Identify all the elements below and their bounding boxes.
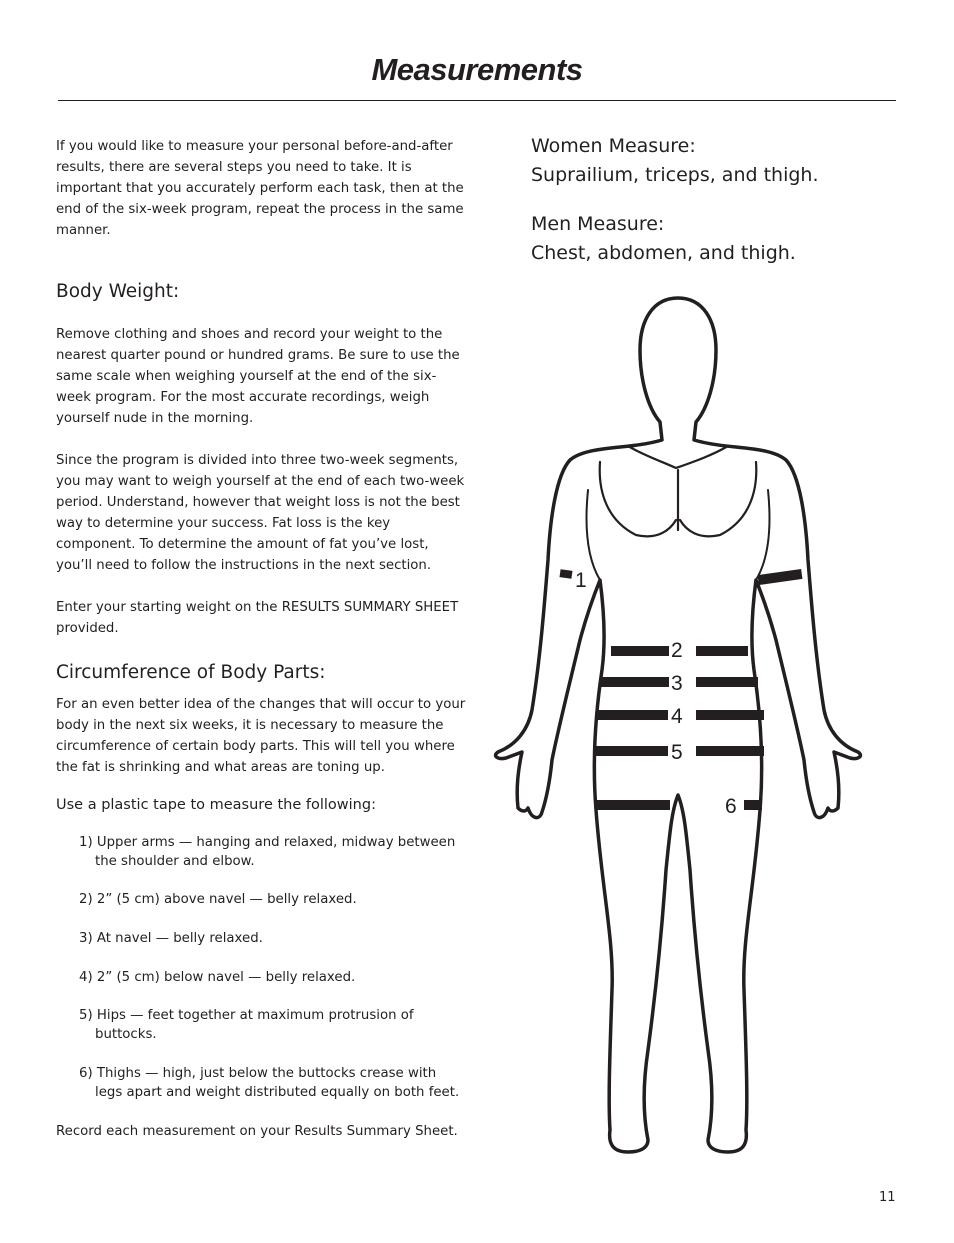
band-thigh-right	[744, 800, 762, 810]
band-below-navel	[596, 710, 668, 720]
list-item: 1) Upper arms — hanging and relaxed, midway between the shoulder and elbow.	[79, 835, 456, 869]
label-4: 4	[671, 705, 683, 728]
right-column	[531, 132, 911, 267]
circumference-paragraph: For an even better idea of the changes that will occur to your body in the next six weeks, it is necessary to measure the circumference of certain body parts. This will tell you where the fat is shrinking and what areas are toning up.	[56, 697, 466, 775]
band-above-navel	[611, 646, 669, 656]
band-hips	[594, 746, 668, 756]
men-measure-sites: Chest, abdomen, and thigh.	[531, 241, 796, 264]
body-weight-heading: Body Weight:	[56, 281, 180, 302]
body-weight-paragraph-3: Enter your starting weight on the RESULTS SUMMARY SHEET provided.	[56, 600, 459, 636]
women-measure-heading: Women Measure:	[531, 135, 696, 157]
intro-paragraph: If you would like to measure your personal before-and-after results, there are several steps you need to take. It is important that you accurately perform each task, then at the end of the six-week program, repeat the process in the same manner.	[56, 139, 464, 238]
band-upper-arm-left	[560, 569, 573, 579]
band-navel-right	[696, 677, 758, 687]
page-number: 11	[879, 1190, 896, 1205]
left-column	[56, 136, 466, 1142]
body-weight-paragraph-2: Since the program is divided into three two-week segments, you may want to weigh yourself at the end of each two-week period. Understand, however that weight loss is not the best way to determine your success. Fat loss is the key component. To determine the amount of fat you’ve lost, you’ll need to follow the instructions in the next section.	[56, 453, 465, 573]
title-rule	[58, 100, 896, 101]
measurement-list	[56, 833, 466, 1102]
list-item: 4) 2” (5 cm) below navel — belly relaxed.	[79, 970, 356, 985]
women-measure-sites: Suprailium, triceps, and thigh.	[531, 163, 819, 186]
page-title: Measurements	[371, 52, 583, 87]
circumference-heading: Circumference of Body Parts:	[56, 662, 326, 683]
band-hips-right	[696, 746, 764, 756]
closing-instruction: Record each measurement on your Results Summary Sheet.	[56, 1124, 458, 1139]
list-item: 6) Thighs — high, just below the buttocks crease with legs apart and weight distributed equally on both feet.	[79, 1066, 460, 1100]
body-figure	[488, 290, 868, 1160]
label-6: 6	[725, 795, 737, 818]
label-1: 1	[575, 569, 587, 592]
list-item: 5) Hips — feet together at maximum protrusion of buttocks.	[79, 1008, 414, 1042]
tape-instructions: Use a plastic tape to measure the following:	[56, 797, 376, 813]
band-below-navel-right	[696, 710, 764, 720]
list-item: 2) 2” (5 cm) above navel — belly relaxed.	[79, 892, 357, 907]
list-item: 3) At navel — belly relaxed.	[79, 931, 263, 946]
body-weight-paragraph-1: Remove clothing and shoes and record your weight to the nearest quarter pound or hundred grams. Be sure to use the same scale when weighing yourself at the end of the six-week program. For the most accurate recordings, weigh yourself nude in the morning.	[56, 327, 460, 426]
label-3: 3	[671, 672, 683, 695]
band-navel	[601, 677, 669, 687]
men-measure-heading: Men Measure:	[531, 213, 665, 235]
label-5: 5	[671, 741, 683, 764]
label-2: 2	[671, 639, 683, 662]
band-thigh	[596, 800, 670, 810]
band-above-navel-right	[696, 646, 748, 656]
